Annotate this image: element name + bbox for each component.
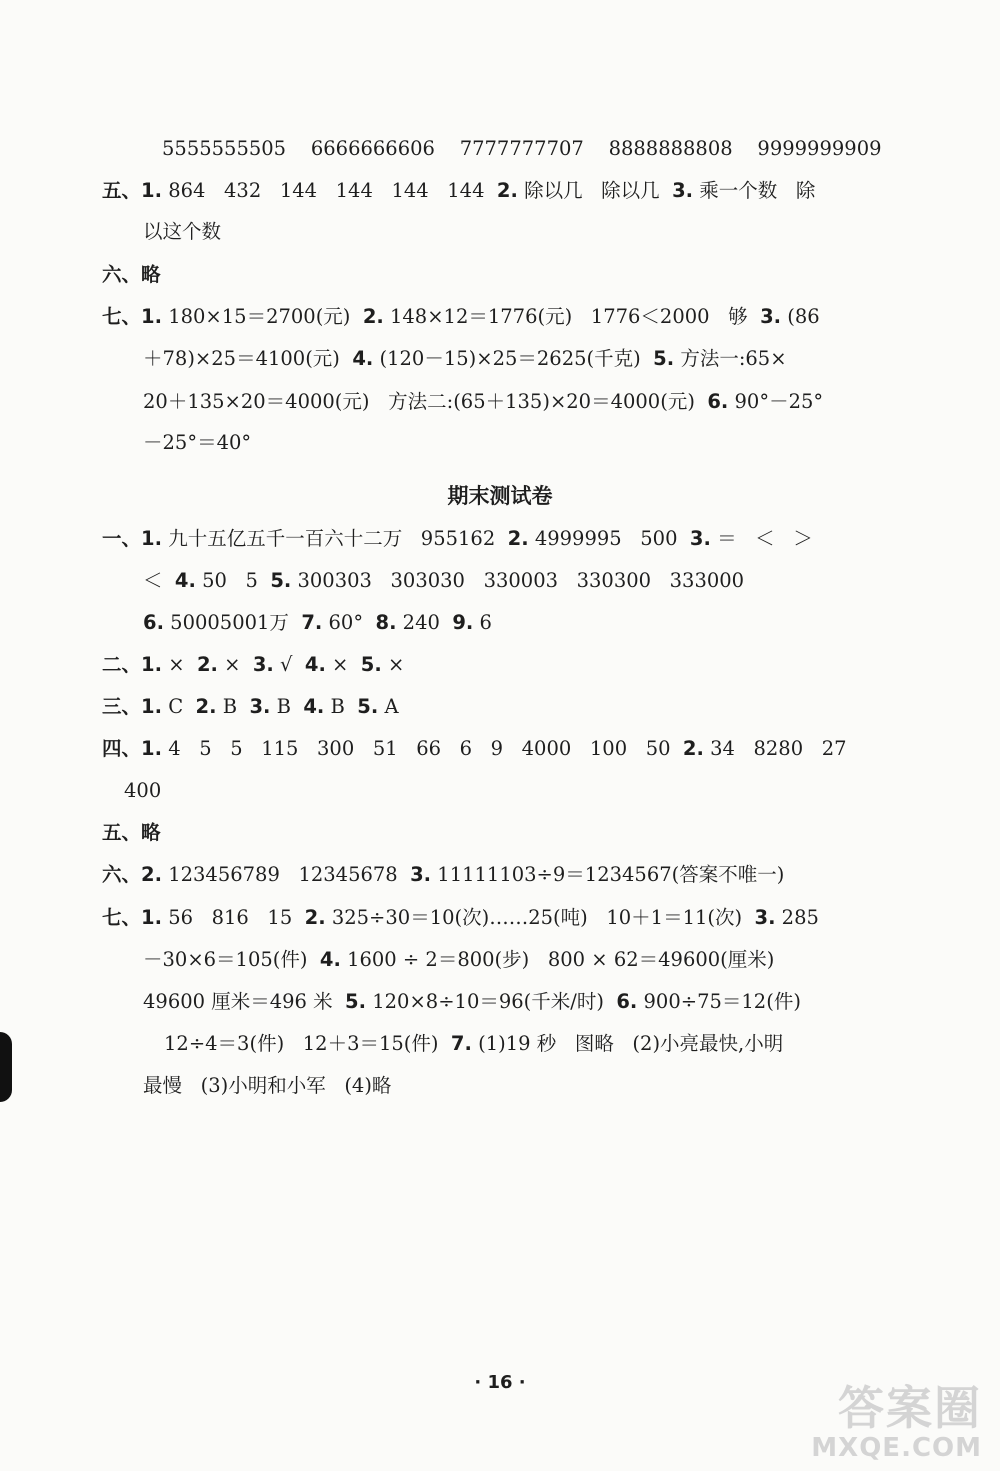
answer-line: －30×6＝105(件) 4. 1600 ÷ 2＝800(步) 800 × 62＝49600(厘米) (143, 948, 775, 971)
answer-line: ＋78)×25＝4100(元) 4. (120－15)×25＝2625(千克) 5. 方法一:65× (143, 347, 787, 370)
watermark-text: 答案圈 (838, 1381, 982, 1435)
answer-line: ＜ 4. 50 5 5. 300303 303030 330003 330300 333000 (143, 569, 745, 592)
answer-line: 12÷4＝3(件) 12＋3＝15(件) 7. (1)19 秒 图略 (2)小亮最快,小明 (164, 1032, 784, 1055)
answer-line: 最慢 (3)小明和小军 (4)略 (143, 1074, 392, 1097)
answer-line: 一、1. 九十五亿五千一百六十二万 955162 2. 4999995 500 3. ＝ ＜ ＞ (102, 527, 813, 550)
watermark-url: MXQE.COM (811, 1433, 982, 1463)
scan-smudge (0, 1032, 12, 1102)
answer-line: 二、1. × 2. × 3. √ 4. × 5. × (102, 653, 405, 676)
answer-line: 六、2. 123456789 12345678 3. 11111103÷9＝1234567(答案不唯一) (102, 863, 785, 886)
page-number: · 16 · (474, 1372, 526, 1393)
answer-line: 七、1. 180×15＝2700(元) 2. 148×12＝1776(元) 1776＜2000 够 3. (86 (102, 305, 820, 328)
answer-line: －25°＝40° (143, 431, 252, 454)
answer-line: 400 (124, 779, 162, 802)
answer-line: 三、1. C 2. B 3. B 4. B 5. A (102, 695, 399, 718)
answer-line: 七、1. 56 816 15 2. 325÷30＝10(次)……25(吨) 10＋1＝11(次) 3. 285 (102, 906, 819, 929)
answer-line: 5555555505 6666666606 7777777707 8888888808 9999999909 (162, 137, 882, 160)
answer-line: 四、1. 4 5 5 115 300 51 66 6 9 4000 100 50 2. 34 8280 27 (102, 737, 847, 760)
answer-line: 20＋135×20＝4000(元) 方法二:(65＋135)×20＝4000(元) 6. 90°－25° (143, 390, 824, 413)
section-title: 期末测试卷 (447, 484, 553, 508)
answer-line: 五、1. 864 432 144 144 144 144 2. 除以几 除以几 3. 乘一个数 除 (102, 179, 816, 202)
answer-line: 五、略 (102, 821, 161, 844)
answer-line: 49600 厘米＝496 米 5. 120×8÷10＝96(千米/时) 6. 900÷75＝12(件) (143, 990, 801, 1013)
watermark-logo (811, 1381, 982, 1463)
answer-line: 六、略 (102, 263, 161, 286)
answer-line: 6. 50005001万 7. 60° 8. 240 9. 6 (143, 611, 492, 634)
answer-line: 以这个数 (143, 220, 222, 243)
